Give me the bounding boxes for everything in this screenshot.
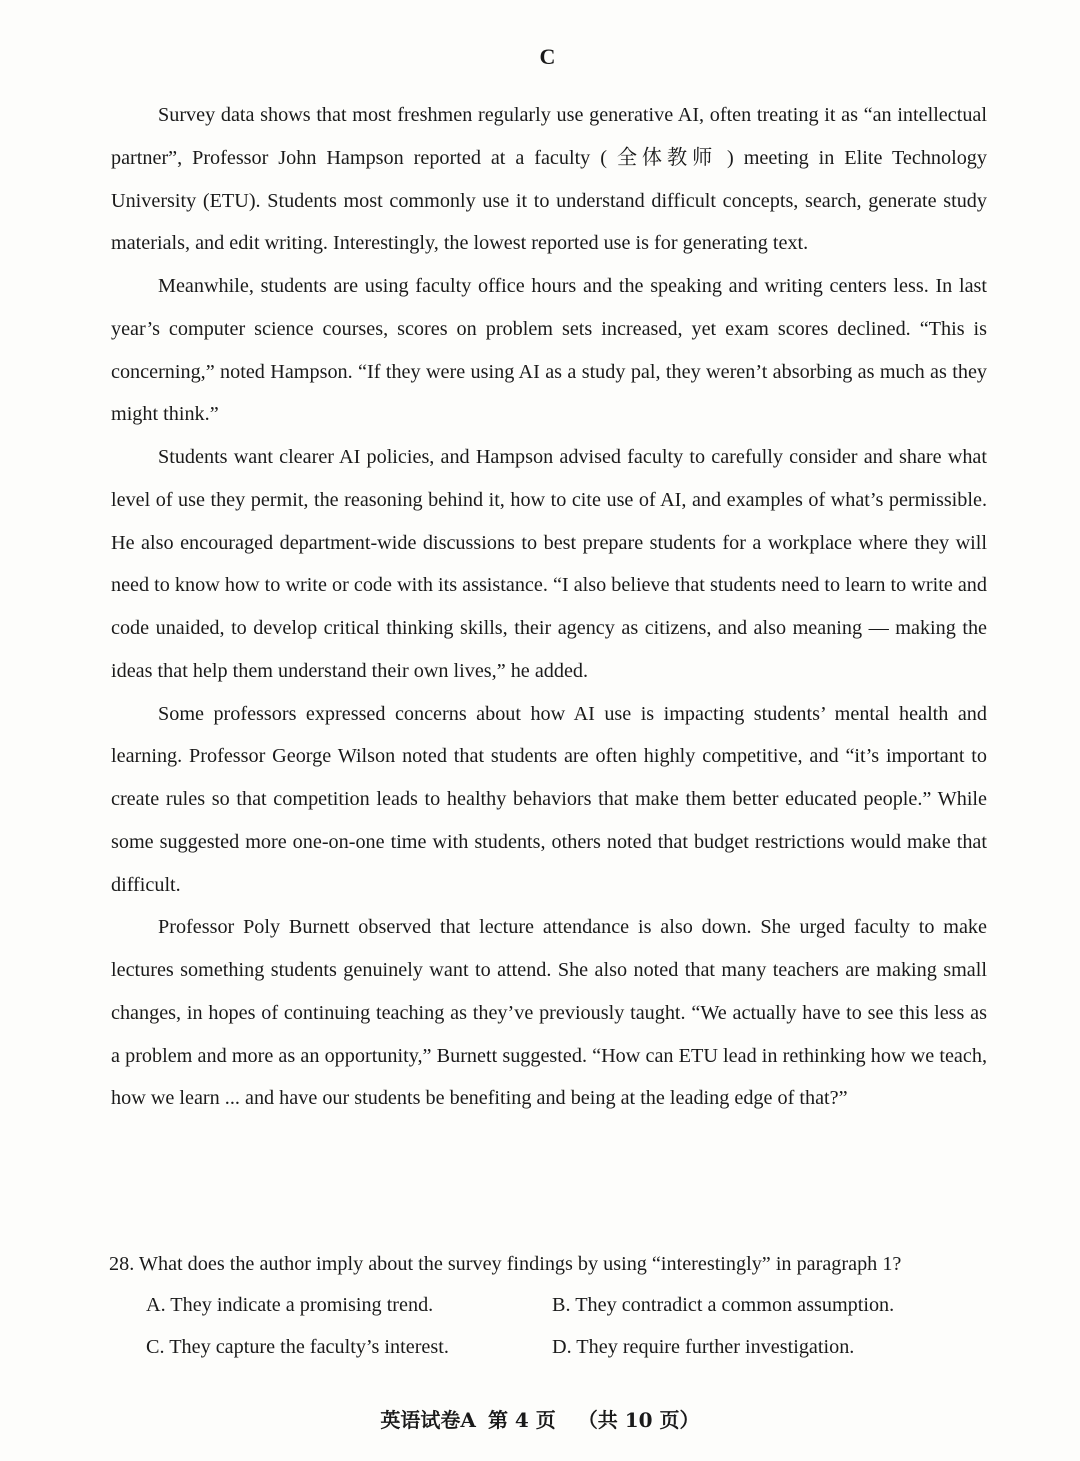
page-footer [0,1404,1080,1433]
footer-page-number: 第 4 页 [487,1408,556,1432]
paragraph-1: Survey data shows that most freshmen regularly use generative AI, often treating it as “an intellectual partner”, Professor John Hampson reported at a faculty ( 全体教师 ) meeting in Elite Technology University (ETU). Students most commonly use it to understand difficult concepts, search, generate study materials, and edit writing. Interestingly, the lowest reported use is for generating text. [111,104,987,255]
paragraph-2: Meanwhile, students are using faculty office hours and the speaking and writing centers less. In last year’s computer science courses, scores on problem sets increased, yet exam scores declined. “This is concerning,” noted Hampson. “If they were using AI as a study pal, they weren’t absorbing as much as they might think.” [111,275,987,426]
footer-total-pages: （共 10 页） [577,1408,700,1432]
footer-paper-title: 英语试卷A [380,1408,476,1432]
answer-options [109,1285,1009,1369]
option-c[interactable]: C. They capture the faculty’s interest. [146,1336,449,1358]
option-d[interactable]: D. They require further investigation. [552,1336,855,1358]
question-stem: 28. What does the author imply about the survey findings by using “interestingly” in paragraph 1? [109,1253,902,1275]
section-letter: C [539,44,557,69]
option-a[interactable]: A. They indicate a promising trend. [146,1294,434,1316]
option-b[interactable]: B. They contradict a common assumption. [552,1294,895,1316]
paragraph-3: Students want clearer AI policies, and Hampson advised faculty to carefully consider and share what level of use they permit, the reasoning behind it, how to cite use of AI, and examples of what’s permissible. He also encouraged department-wide discussions to best prepare students for a workplace where they will need to know how to write or code with its assistance. “I also believe that students need to learn to write and code unaided, to develop critical thinking skills, their agency as citizens, and also meaning — making the ideas that help them understand their own lives,” he added. [111,446,987,682]
paragraph-5: Professor Poly Burnett observed that lecture attendance is also down. She urged faculty to make lectures something students genuinely want to attend. She also noted that many teachers are making small changes, in hopes of continuing teaching as they’ve previously taught. “We actually have to see this less as a problem and more as an opportunity,” Burnett suggested. “How can ETU lead in rethinking how we teach, how we learn ... and have our students be benefiting and being at the leading edge of that?” [111,916,987,1110]
paragraph-4: Some professors expressed concerns about how AI use is impacting students’ mental health and learning. Professor George Wilson noted that students are often highly competitive, and “it’s important to create rules so that competition leads to healthy behaviors that make them better educated people.” While some suggested more one-on-one time with students, others noted that budget restrictions would make that difficult. [111,702,987,896]
reading-passage [111,94,987,1120]
question-28 [109,1244,1009,1369]
